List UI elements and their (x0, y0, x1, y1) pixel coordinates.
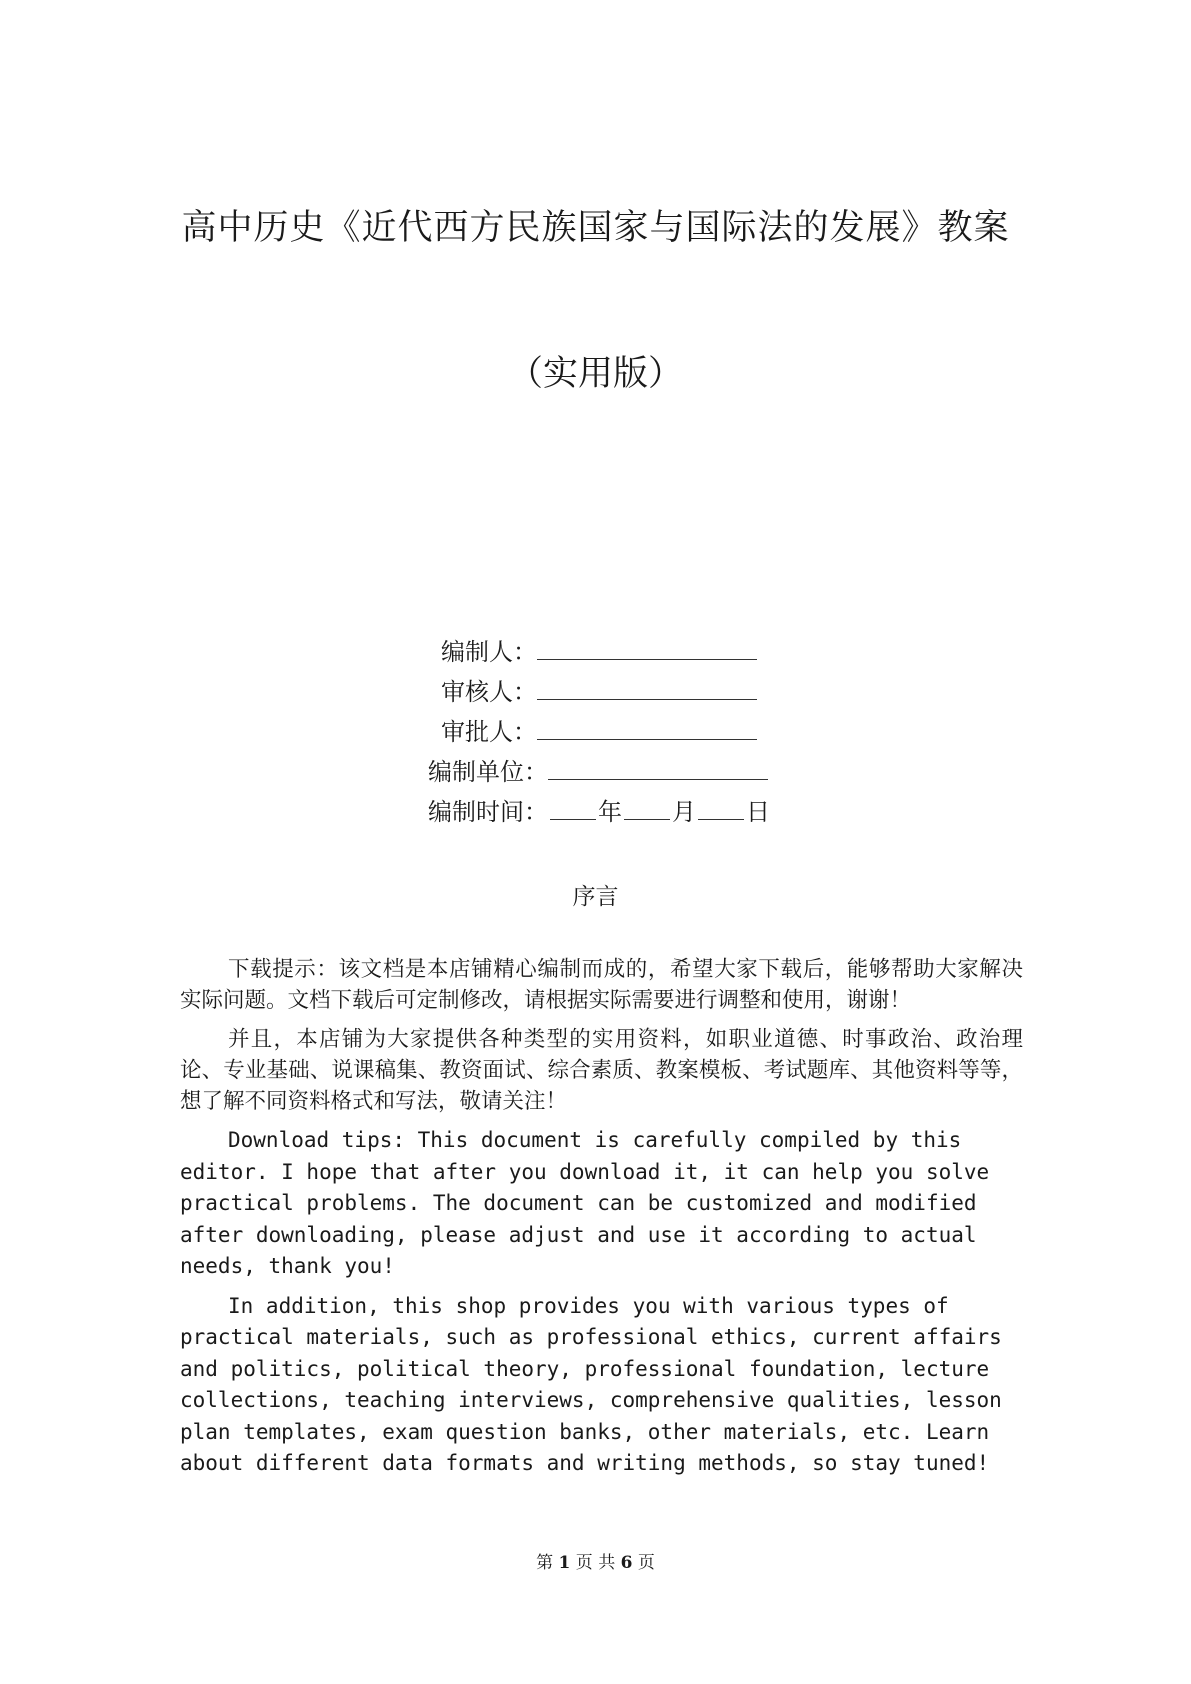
preface-heading: 序言 (572, 884, 619, 910)
preface-paragraph: Download tips: This document is carefully compiled by this editor. I hope that after you download it, it can help you solve practical problems. The document can be customized and modified after downloading, please adjust and use it according to actual needs, thank you! (180, 1128, 990, 1278)
current-page-number: 1 (558, 1553, 571, 1573)
month-label: 月 (672, 798, 696, 826)
unit-blank[interactable] (548, 753, 768, 780)
unit-row (428, 752, 768, 792)
preface-paragraph: 并且，本店铺为大家提供各种类型的实用资料，如职业道德、时事政治、政治理论、专业基础、说课稿集、教资面试、综合素质、教案模板、考试题库、其他资料等等，想了解不同资料格式和写法，敬请关注！ (180, 1027, 1023, 1114)
year-blank[interactable] (550, 793, 596, 820)
footer-prefix: 第 (536, 1553, 554, 1573)
footer-middle: 页 共 (575, 1553, 616, 1573)
reviewer-blank[interactable] (537, 673, 757, 700)
month-blank[interactable] (624, 793, 670, 820)
document-title: 高中历史《近代西方民族国家与国际法的发展》教案 (181, 208, 1010, 248)
day-label: 日 (746, 798, 770, 826)
time-row (428, 792, 770, 832)
compiler-blank[interactable] (537, 633, 757, 660)
preface-paragraph: 下载提示：该文档是本店铺精心编制而成的，希望大家下载后，能够帮助大家解决实际问题。文档下载后可定制修改，请根据实际需要进行调整和使用，谢谢！ (180, 957, 1023, 1013)
approver-row (441, 712, 757, 752)
approver-label: 审批人： (441, 718, 537, 746)
compiler-row (441, 632, 757, 672)
year-label: 年 (598, 798, 622, 826)
preface-paragraph: In addition, this shop provides you with various types of practical materials, such as professional ethics, current affairs and politics, political theory, professional foundation, lecture collections, teaching interviews, comprehensive qualities, lesson plan templates, exam question banks, other materials, etc. Learn about different data formats and writing methods, so stay tuned! (180, 1293, 1002, 1475)
unit-label: 编制单位： (428, 758, 548, 786)
preface-body (180, 954, 1023, 1488)
approver-blank[interactable] (537, 713, 757, 740)
compiler-label: 编制人： (441, 638, 537, 666)
document-subtitle: （实用版） (507, 354, 683, 394)
reviewer-label: 审核人： (441, 678, 537, 706)
time-label: 编制时间： (428, 798, 548, 826)
day-blank[interactable] (698, 793, 744, 820)
total-page-number: 6 (620, 1553, 633, 1573)
page-footer (0, 1548, 1191, 1573)
reviewer-row (441, 672, 757, 712)
footer-suffix: 页 (637, 1553, 655, 1573)
